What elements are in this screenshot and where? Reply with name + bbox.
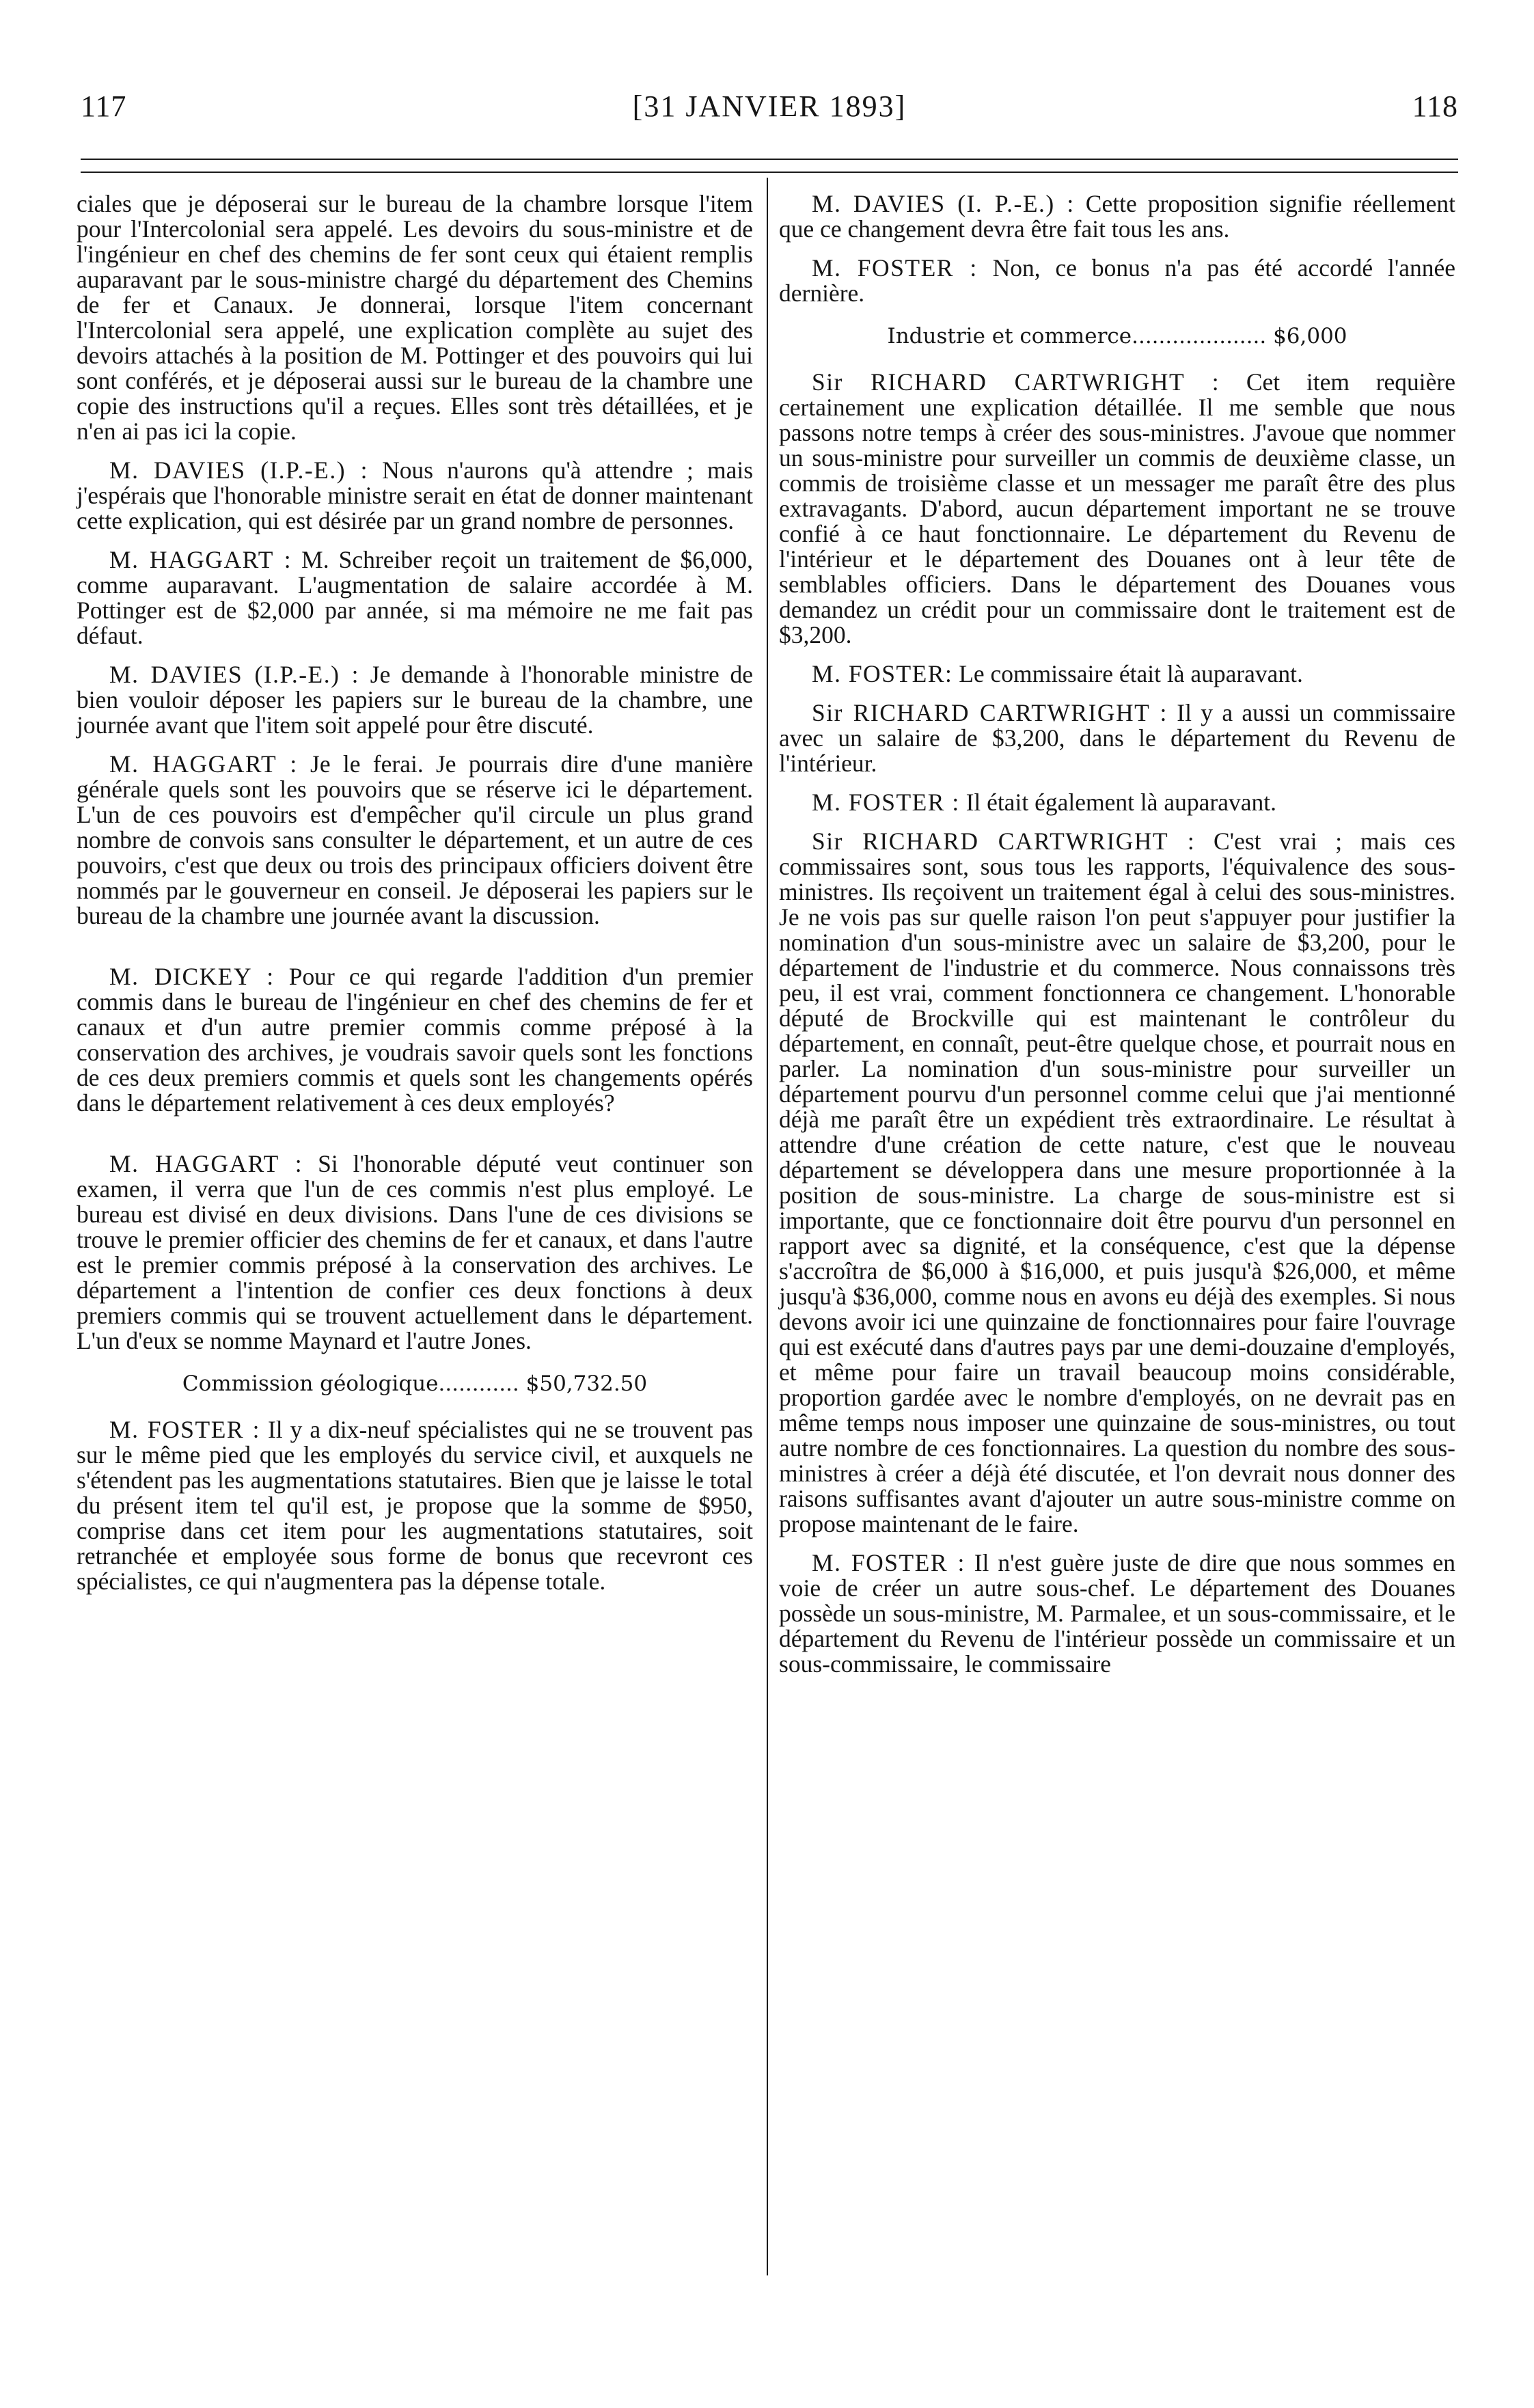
speech-paragraph [779, 191, 1455, 242]
speaker-name: Sir RICHARD CARTWRIGHT : [812, 699, 1168, 726]
paragraph-spacer [77, 1116, 753, 1151]
right-column [779, 191, 1455, 1677]
paragraph-spacer [77, 1404, 753, 1417]
speech-text: Non, ce bonus n'a pas été accordé l'année dernière. [779, 254, 1455, 307]
speech-text: Il y a aussi un commissaire avec un salaire de $3,200, dans le département du Revenu de l'intérieur. [779, 699, 1455, 777]
budget-item [779, 324, 1455, 349]
budget-item [77, 1371, 753, 1397]
paragraph-spacer [77, 1354, 753, 1367]
page-number-right: 118 [1412, 90, 1458, 123]
speech-text: Je le ferai. Je pourrais dire d'une manière générale quels sont les pouvoirs que se réserve ici le département. L'un de ces pouvoirs est d'empêcher qu'il circule un plus grand nombre de convois sans consulter le département, et un autre de ces pouvoirs, c'est que deux ou trois des principaux officiers doivent être nommés par le gouverneur en conseil. Je déposerai les papiers sur le bureau de la chambre une journée avant la discussion. [77, 750, 754, 929]
speaker-name: M. HAGGART : [109, 546, 292, 573]
paragraph-spacer [779, 687, 1455, 700]
speech-text: ciales que je déposerai sur le bureau de la chambre lorsque l'item pour l'Intercolonial sera appelé. Les devoirs du sous-ministre et de l'ingénieur en chef des chemins de fer sont ceux qui étaient remplis auparavant par le sous-ministre chargé du département des Chemins de fer et Canaux. Je donnerai, lorsque l'item concernant l'Intercolonial sera appelé, une explication complète au sujet des devoirs attachés à la position de M. Pottinger et des pouvoirs qui lui sont conférés, et je déposerai aussi sur le bureau de la chambre une copie des instructions qu'il a reçues. Elles sont très détaillées, et je n'en ai pas ici la copie. [77, 190, 753, 445]
column-divider [767, 178, 768, 2275]
header-rule-top [81, 159, 1458, 160]
paragraph-spacer [77, 444, 753, 458]
page-header [81, 89, 1458, 133]
budget-item-amount: $6,000 [1273, 324, 1347, 348]
speech-paragraph [779, 829, 1455, 1537]
speech-text: Pour ce qui regarde l'addition d'un premier commis dans le bureau de l'ingénieur en chef des chemins de fer et canaux et d'un autre premier commis comme préposé à la conservation des archives, je voudrais savoir quels sont les fonctions de ces deux premiers commis et quels sont les changements opérés dans le département relativement à ces deux employés? [77, 963, 753, 1117]
speech-paragraph [77, 458, 753, 534]
speech-text: Il était également là auparavant. [965, 789, 1276, 816]
speaker-name: M. DICKEY : [109, 963, 275, 990]
speech-text: Nous n'aurons qu'à attendre ; mais j'espérais que l'honorable ministre serait en état de donner maintenant cette explication, qui est désirée par un grand nombre de personnes. [77, 456, 754, 534]
paragraph-spacer [779, 306, 1455, 320]
speech-paragraph [779, 661, 1455, 687]
speaker-name: M. HAGGART : [109, 1150, 303, 1177]
speaker-name: M. HAGGART : [109, 750, 298, 778]
speech-paragraph [779, 700, 1455, 776]
speech-paragraph [77, 752, 753, 929]
speaker-name: M. DAVIES (I.P.-E.) : [109, 456, 368, 484]
speech-text: Il n'est guère juste de dire que nous sommes en voie de créer un autre sous-chef. Le département des Douanes possède un sous-ministre, M. Parmalee, et un sous-commissaire, et le département du Revenu de l'intérieur possède un commissaire et un sous-commissaire, le commissaire [779, 1549, 1455, 1678]
budget-item-amount: $50,732.50 [525, 1371, 648, 1396]
speech-paragraph [77, 191, 753, 444]
left-column [77, 191, 753, 1594]
paragraph-spacer [77, 534, 753, 547]
speech-paragraph [77, 964, 753, 1116]
speech-paragraph [779, 256, 1455, 306]
speech-text: Je demande à l'honorable ministre de bien vouloir déposer les papiers sur le bureau de la chambre, une journée avant que l'item soit appelé pour être discuté. [77, 661, 754, 739]
budget-item-label: Commission géologique............ [182, 1371, 526, 1396]
speech-text: Le commissaire était là auparavant. [959, 660, 1303, 687]
speech-paragraph [779, 790, 1455, 815]
speech-paragraph [779, 1550, 1455, 1677]
budget-item-label: Industrie et commerce.................... [887, 324, 1274, 348]
paragraph-spacer [77, 929, 753, 964]
speaker-name: M. FOSTER : [812, 1549, 965, 1576]
speech-text: C'est vrai ; mais ces commissaires sont, sous tous les rapports, l'équivalence des sous-ministres. Ils reçoivent un traitement égal à celui des sous-ministres. Je ne vois pas sur quelle raison l'on peut s'appuyer pour justifier la nomination d'un sous-ministre avec un salaire de $3,200, pour le département de l'industrie et du commerce. Nous connaissons très peu, il est vrai, comment fonctionnera ce changement. L'honorable député de Brockville qui est maintenant le contrôleur du département, en connaît, peut-être quelque chose, et pourrait nous en parler. La nomination d'un sous-ministre pour surveiller un département pourvu d'un personnel comme celui que j'ai mentionné déjà me paraît être un expédient très extraordinaire. Le résultat à attendre d'une création de cette nature, c'est que le nouveau département se développera dans une mesure proportionnée à la position de sous-ministre. La charge de sous-ministre est si importante, que ce fonctionnaire doit être pourvu d'un personnel en rapport avec sa dignité, et la conséquence, c'est que la dépense s'accroîtra de $6,000 à $16,000, et puis jusqu'à $26,000, et même jusqu'à $36,000, comme nous en avons eu déjà des exemples. Si nous devons avoir ici une quinzaine de fonctionnaires pour faire l'ouvrage qui est exécuté dans d'autres pays par une demi-douzaine d'employés, et même pour faire un travail beaucoup moins considérable, proportion gardée avec le nombre d'employés, on ne devrait pas en même temps nous imposer une quinzaine de sous-ministres, ou tout autre nombre de ces fonctionnaires. La question du nombre des sous-ministres à créer a déjà été discutée, et l'on devrait nous donner des raisons suffisantes avant d'ajouter un autre sous-ministre comme on propose maintenant de le faire. [779, 827, 1455, 1537]
paragraph-spacer [779, 776, 1455, 790]
speaker-name: M. DAVIES (I. P.-E.) : [812, 190, 1075, 217]
speaker-name: M. FOSTER : [109, 1416, 260, 1443]
speech-text: M. Schreiber reçoit un traitement de $6,000, comme auparavant. L'augmentation de salaire accordée à M. Pottinger est de $2,000 par année, si ma mémoire ne me fait pas défaut. [77, 546, 754, 649]
paragraph-spacer [779, 815, 1455, 829]
speaker-name: M. FOSTER : [812, 789, 960, 816]
paragraph-spacer [779, 242, 1455, 256]
speech-paragraph [77, 1417, 753, 1594]
speaker-name: M. DAVIES (I.P.-E.) : [109, 661, 360, 688]
page-number-left: 117 [81, 90, 127, 123]
page-date-title: [31 JANVIER 1893] [632, 90, 907, 123]
speaker-name: Sir RICHARD CARTWRIGHT : [812, 827, 1196, 855]
speech-paragraph [77, 547, 753, 648]
paragraph-spacer [779, 648, 1455, 661]
header-rule-bottom [81, 172, 1458, 173]
speaker-name: M. FOSTER: [812, 660, 953, 687]
paragraph-spacer [779, 356, 1455, 370]
speech-paragraph [77, 662, 753, 738]
speech-text: Si l'honorable député veut continuer son examen, il verra que l'un de ces commis n'est plus employé. Le bureau est divisé en deux divisions. Dans l'une de ces divisions se trouve le premier officier des chemins de fer et canaux, et dans l'autre est le premier commis préposé à la conservation des archives. Le département a l'intention de confier ces deux fonctions à deux premiers commis qui se trouvent actuellement dans le département. L'un d'eux se nomme Maynard et l'autre Jones. [77, 1150, 754, 1354]
speaker-name: M. FOSTER : [812, 254, 978, 282]
paragraph-spacer [77, 738, 753, 752]
paragraph-spacer [77, 648, 753, 662]
speech-paragraph [77, 1151, 753, 1354]
speech-text: Il y a dix-neuf spécialistes qui ne se trouvent pas sur le même pied que les employés du service civil, et auxquels ne s'étendent pas les augmentations statutaires. Bien que je laisse le total du présent item tel qu'il est, je propose que la somme de $950, comprise dans cet item pour les augmentations statutaires, soit retranchée et employée sous forme de bonus que recevront ces spécialistes, ce qui n'augmentera pas la dépense totale. [77, 1416, 753, 1595]
speaker-name: Sir RICHARD CARTWRIGHT : [812, 368, 1220, 396]
speech-text: Cet item requière certainement une explication détaillée. Il me semble que nous passons notre temps à créer des sous-ministres. J'avoue que nommer un sous-ministre pour surveiller un commis de deuxième classe, un commis de troisième classe et un messager me paraît être des plus extravagants. D'abord, aucun département important ne se trouve confié à ce haut fonctionnaire. Le département du Revenu de l'intérieur et le département des Douanes ont à leur tête de semblables officiers. Dans le département des Douanes vous demandez un crédit pour un commissaire dont le traitement est de $3,200. [779, 368, 1455, 648]
speech-text: Cette proposition signifie réellement que ce changement devra être fait tous les ans. [779, 190, 1456, 243]
paragraph-spacer [779, 1537, 1455, 1550]
speech-paragraph [779, 370, 1455, 648]
